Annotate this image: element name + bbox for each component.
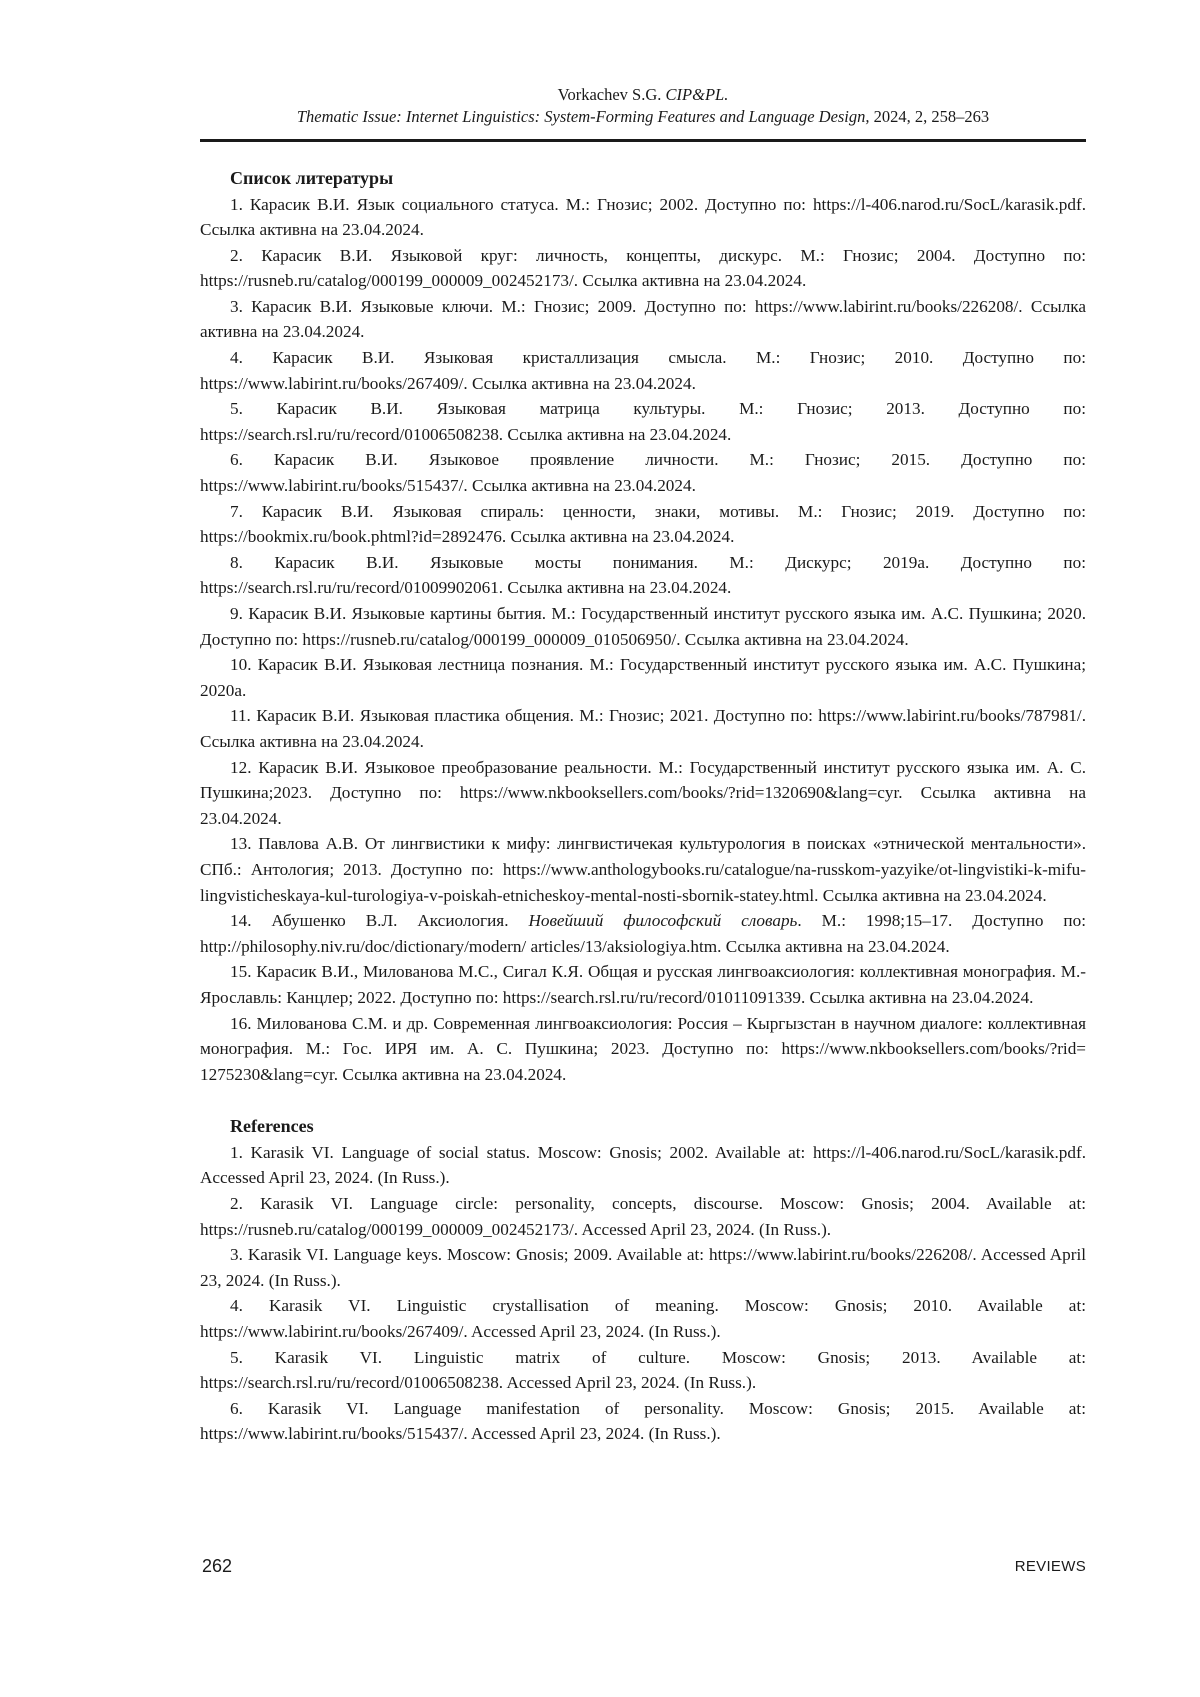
en-reference-item: 2. Karasik VI. Language circle: personality, concepts, discourse. Moscow: Gnosis; 2004. Available at: https://rusneb.ru/catalog/000199_000009_002452173/. Accessed April 23, 2024. (In Russ.). bbox=[200, 1193, 1086, 1239]
ru-reference-item: 4. Карасик В.И. Языковая кристаллизация смысла. М.: Гнозис; 2010. Доступно по: https://www.labirint.ru/books/267409/. Ссылка активна на 23.04.2024. bbox=[200, 348, 1086, 393]
header-issue-details: 2024, 2, 258–263 bbox=[869, 107, 990, 126]
ru-reference-item: 13. Павлова А.В. От лингвистики к мифу: лингвистичекая культурология в поисках «этнической ментальности». СПб.: Антология; 2013. Доступно по: https://www.anthologybooks.ru/catalogue/na-russkom-yazyike/ot-lingvistiki-k-mifu-lingvisticheskaya-kul-turologiya-v-poiskah-etnicheskoy-mental-nosti-sbornik-statey.html. Ссылка активна на 23.04.2024. bbox=[200, 834, 1086, 905]
ref-14-source-title: Новейший философский словарь bbox=[528, 911, 798, 931]
ru-reference-item: 5. Карасик В.И. Языковая матрица культуры. М.: Гнозис; 2013. Доступно по: https://search.rsl.ru/ru/record/01006508238. Ссылка активна на 23.04.2024. bbox=[200, 399, 1086, 444]
ru-reference-item: 16. Милованова С.М. и др. Современная лингвоаксиология: Россия – Кыргызстан в научном диалоге: коллективная монография. М.: Гос. ИРЯ им. А. С. Пушкина; 2023. Доступно по: https://www.nkbooksellers.com/books/?rid= 1275230&lang=cyr. Ссылка активна на 23.04.2024. bbox=[200, 1013, 1086, 1084]
ru-reference-item: 12. Карасик В.И. Языковое преобразование реальности. М.: Государственный институт русского языка им. А. С. Пушкина;2023. Доступно по: https://www.nkbooksellers.com/books/?rid=1320690&lang=cyr. Ссылка активна на 23.04.2024. bbox=[200, 757, 1086, 828]
ru-reference-item: 9. Карасик В.И. Языковые картины бытия. М.: Государственный институт русского языка им. А.С. Пушкина; 2020. Доступно по: https://rusneb.ru/catalog/000199_000009_010506950/. Ссылка активна на 23.04.2024. bbox=[200, 604, 1086, 649]
ru-reference-item: 7. Карасик В.И. Языковая спираль: ценности, знаки, мотивы. М.: Гнозис; 2019. Доступно по: https://bookmix.ru/book.phtml?id=2892476. Ссылка активна на 23.04.2024. bbox=[200, 501, 1086, 547]
ru-reference-item: 6. Карасик В.И. Языковое проявление личности. М.: Гнозис; 2015. Доступно по: https://www.labirint.ru/books/515437/. Ссылка активна на 23.04.2024. bbox=[200, 450, 1086, 496]
journal-page bbox=[200, 0, 1086, 1697]
ru-reference-item: 10. Карасик В.И. Языковая лестница познания. М.: Государственный институт русского языка им. А.С. Пушкина; 2020а. bbox=[200, 655, 1086, 700]
running-header bbox=[200, 84, 1086, 128]
footer-section-label: REVIEWS bbox=[1014, 1558, 1086, 1575]
running-header-line-1 bbox=[200, 84, 1086, 106]
header-author: Vorkachev S.G. bbox=[557, 85, 666, 104]
en-reference-item: 5. Karasik VI. Linguistic matrix of culture. Moscow: Gnosis; 2013. Available at: https://search.rsl.ru/ru/record/01006508238. Accessed April 23, 2024. (In Russ.). bbox=[200, 1347, 1086, 1393]
header-issue-title: Thematic Issue: Internet Linguistics: System-Forming Features and Language Design, bbox=[296, 107, 870, 126]
section-spacer bbox=[200, 1087, 1086, 1114]
ref-14-authors: 14. Абушенко В.Л. Аксиология. bbox=[230, 911, 529, 931]
ru-reference-item: 2. Карасик В.И. Языковой круг: личность, концепты, дискурс. М.: Гнозис; 2004. Доступно по: https://rusneb.ru/catalog/000199_000009_002452173/. Ссылка активна на 23.04.2024. bbox=[200, 245, 1086, 291]
en-reference-item: 1. Karasik VI. Language of social status. Moscow: Gnosis; 2002. Available at: https://l-406.narod.ru/SocL/karasik.pdf. Accessed April 23, 2024. (In Russ.). bbox=[200, 1142, 1086, 1188]
ru-reference-item: 15. Карасик В.И., Милованова М.С., Сигал К.Я. Общая и русская лингвоаксиология: коллективная монография. М.-Ярославль: Канцлер; 2022. Доступно по: https://search.rsl.ru/ru/record/01011091339. Ссылка активна на 23.04.2024. bbox=[200, 962, 1086, 1007]
references-content bbox=[200, 166, 1086, 1447]
header-journal: CIP&PL. bbox=[665, 85, 729, 104]
ru-references-heading: Список литературы bbox=[230, 168, 394, 188]
en-references-heading: References bbox=[230, 1116, 314, 1137]
running-header-line-2 bbox=[200, 106, 1086, 128]
en-references-list bbox=[200, 1140, 1086, 1447]
ru-reference-item: 11. Карасик В.И. Языковая пластика общения. М.: Гнозис; 2021. Доступно по: https://www.labirint.ru/books/787981/. Ссылка активна на 23.04.2024. bbox=[200, 706, 1086, 751]
ref-14-details: . М.: 1998;15–17. Доступно по: http://philosophy.niv.ru/doc/dictionary/modern/ articles/13/aksiologiya.htm. Ссылка активна на 23.04.2024. bbox=[200, 911, 1086, 956]
ru-reference-item bbox=[200, 908, 1086, 959]
header-divider bbox=[200, 139, 1086, 142]
en-reference-item: 6. Karasik VI. Language manifestation of personality. Moscow: Gnosis; 2015. Available at: https://www.labirint.ru/books/515437/. Accessed April 23, 2024. (In Russ.). bbox=[200, 1398, 1086, 1444]
en-reference-item: 4. Karasik VI. Linguistic crystallisation of meaning. Moscow: Gnosis; 2010. Available at: https://www.labirint.ru/books/267409/. Accessed April 23, 2024. (In Russ.). bbox=[200, 1296, 1086, 1341]
page-number: 262 bbox=[202, 1556, 233, 1576]
ru-references-list bbox=[200, 192, 1086, 1088]
ru-reference-item: 3. Карасик В.И. Языковые ключи. М.: Гнозис; 2009. Доступно по: https://www.labirint.ru/books/226208/. Ссылка активна на 23.04.2024. bbox=[200, 296, 1086, 342]
en-reference-item: 3. Karasik VI. Language keys. Moscow: Gnosis; 2009. Available at: https://www.labirint.ru/books/226208/. Accessed April 23, 2024. (In Russ.). bbox=[200, 1245, 1086, 1290]
ru-reference-item: 1. Карасик В.И. Язык социального статуса. М.: Гнозис; 2002. Доступно по: https://l-406.narod.ru/SocL/karasik.pdf. Ссылка активна на 23.04.2024. bbox=[200, 194, 1086, 240]
ru-reference-item: 8. Карасик В.И. Языковые мосты понимания. М.: Дискурс; 2019а. Доступно по: https://search.rsl.ru/ru/record/01009902061. Ссылка активна на 23.04.2024. bbox=[200, 552, 1086, 598]
